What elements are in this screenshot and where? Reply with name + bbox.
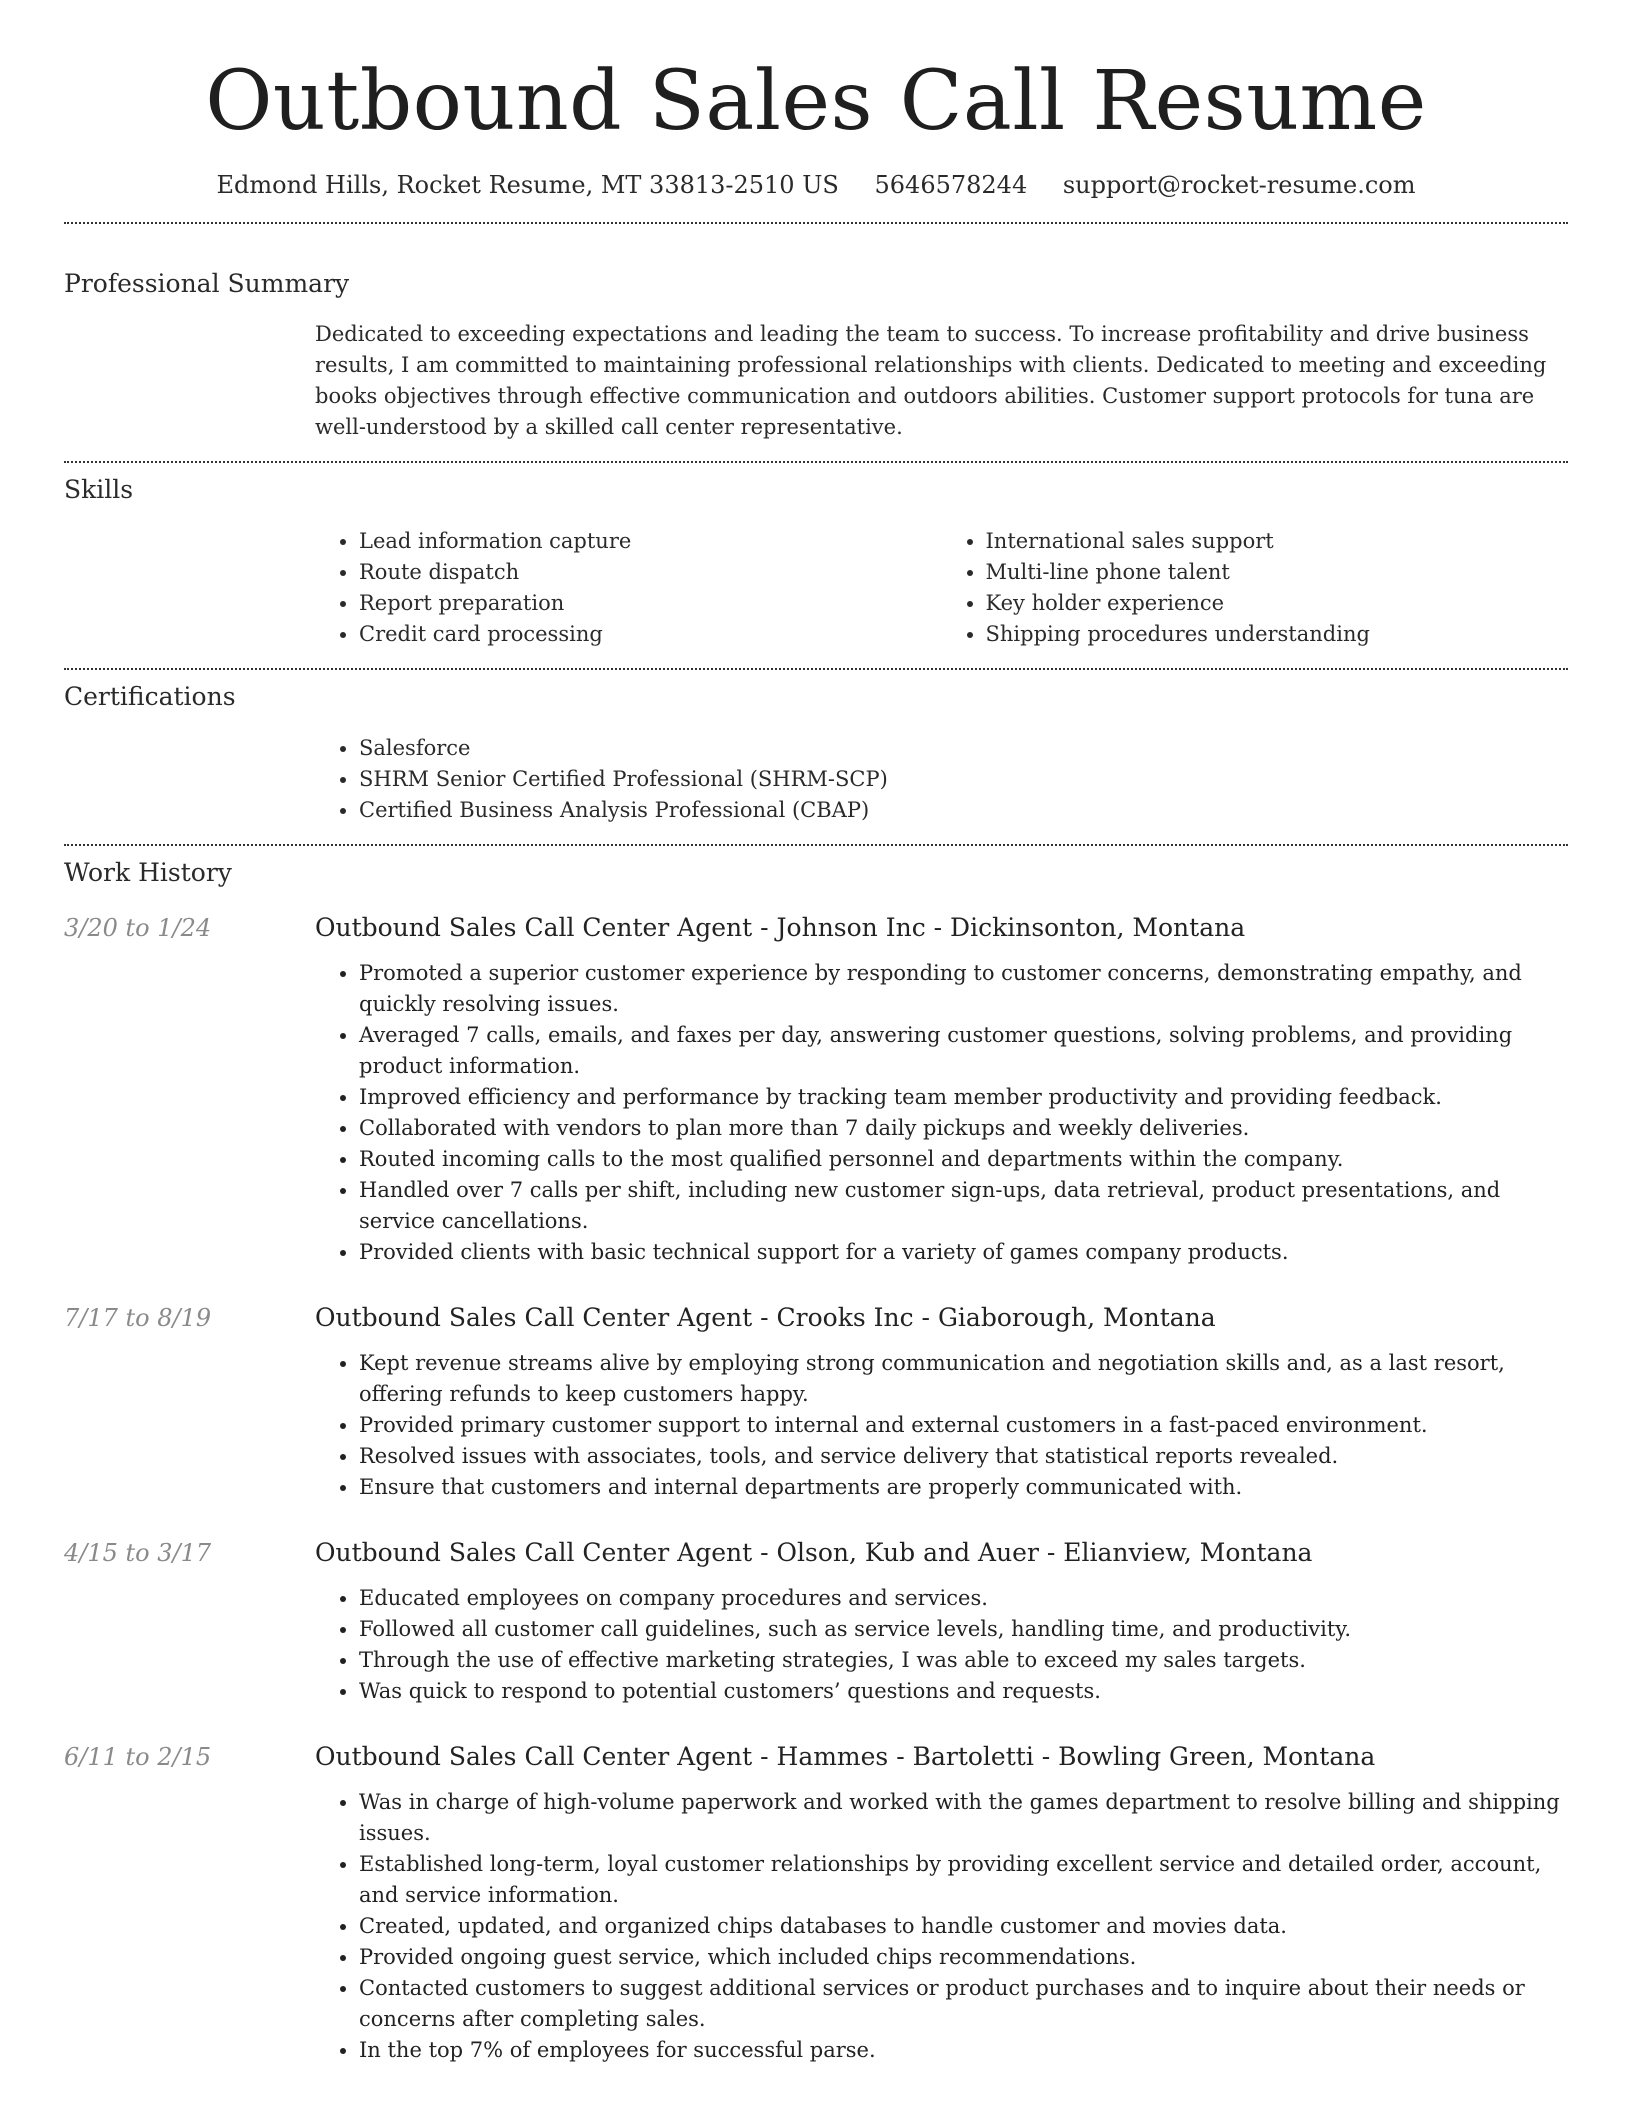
skill-item: • Multi-line phone talent xyxy=(986,557,1569,588)
skill-item: • Route dispatch xyxy=(359,557,942,588)
job-dates: 4/15 to 3/17 xyxy=(64,1539,212,1567)
job-body xyxy=(315,1741,1568,2066)
work-history-heading: Work History xyxy=(64,858,232,887)
job-bullet: • Created, updated, and organized chips databases to handle customer and movies data. xyxy=(359,1911,1568,1942)
summary-heading: Professional Summary xyxy=(64,269,350,298)
job-dates: 7/17 to 8/19 xyxy=(64,1304,212,1332)
job-bullet: • Kept revenue streams alive by employing strong communication and negotiation skills and, as a last resort, offering refunds to keep customers happy. xyxy=(359,1348,1568,1410)
job-dates: 6/11 to 2/15 xyxy=(64,1743,212,1771)
job-bullet: • Ensure that customers and internal departments are properly communicated with. xyxy=(359,1472,1568,1503)
certifications-content xyxy=(315,733,1568,826)
job-bullet: • Was quick to respond to potential customers’ questions and requests. xyxy=(359,1676,1568,1707)
job-bullet: • In the top 7% of employees for successful parse. xyxy=(359,2035,1568,2066)
job-bullets xyxy=(315,1583,1568,1707)
skills-list-right xyxy=(942,526,1569,650)
resume-page xyxy=(64,0,1568,2066)
job-body xyxy=(315,912,1568,1268)
certifications-list xyxy=(315,733,1568,826)
job-bullet: • Collaborated with vendors to plan more than 7 daily pickups and weekly deliveries. xyxy=(359,1113,1568,1144)
skill-item: • Key holder experience xyxy=(986,588,1569,619)
skills-heading: Skills xyxy=(64,475,134,504)
certifications-heading: Certifications xyxy=(64,682,236,711)
job-bullets xyxy=(315,1348,1568,1503)
summary-content xyxy=(315,319,1568,443)
skills-section xyxy=(64,473,1568,650)
summary-section xyxy=(64,267,1568,443)
job-title: Outbound Sales Call Center Agent - Olson, Kub and Auer - Elianview, Montana xyxy=(315,1538,1313,1567)
job-entry xyxy=(64,1741,1568,2066)
job-bullet: • Was in charge of high-volume paperwork and worked with the games department to resolve billing and shipping issues. xyxy=(359,1787,1568,1849)
work-history-section xyxy=(64,856,1568,2066)
job-bullet: • Handled over 7 calls per shift, including new customer sign-ups, data retrieval, product presentations, and service cancellations. xyxy=(359,1175,1568,1237)
section-divider xyxy=(64,668,1568,670)
job-bullet: • Through the use of effective marketing strategies, I was able to exceed my sales targets. xyxy=(359,1645,1568,1676)
skill-item: • International sales support xyxy=(986,526,1569,557)
contact-info xyxy=(64,168,1568,202)
skills-list-left xyxy=(315,526,942,650)
contact-email: support@rocket-resume.com xyxy=(1062,171,1416,199)
section-divider xyxy=(64,461,1568,463)
skill-item: • Lead information capture xyxy=(359,526,942,557)
job-bullet: • Followed all customer call guidelines, such as service levels, handling time, and productivity. xyxy=(359,1614,1568,1645)
job-title: Outbound Sales Call Center Agent - Crooks Inc - Giaborough, Montana xyxy=(315,1303,1216,1332)
job-dates: 3/20 to 1/24 xyxy=(64,914,212,942)
job-bullet: • Averaged 7 calls, emails, and faxes per day, answering customer questions, solving problems, and providing product information. xyxy=(359,1020,1568,1082)
job-bullet: • Provided clients with basic technical support for a variety of games company products. xyxy=(359,1237,1568,1268)
job-entry xyxy=(64,912,1568,1268)
contact-address: Edmond Hills, Rocket Resume, MT 33813-2510 US xyxy=(216,171,839,199)
job-bullet: • Provided ongoing guest service, which included chips recommendations. xyxy=(359,1942,1568,1973)
section-divider xyxy=(64,844,1568,846)
skill-item: • Report preparation xyxy=(359,588,942,619)
certification-item: • Salesforce xyxy=(359,733,1568,764)
certification-item: • Certified Business Analysis Professional (CBAP) xyxy=(359,795,1568,826)
job-bullet: • Established long-term, loyal customer relationships by providing excellent service and detailed order, account, and service information. xyxy=(359,1849,1568,1911)
resume-title: Outbound Sales Call Resume xyxy=(205,54,1427,149)
job-entry xyxy=(64,1537,1568,1707)
skill-item: • Shipping procedures understanding xyxy=(986,619,1569,650)
job-bullet: • Routed incoming calls to the most qualified personnel and departments within the company. xyxy=(359,1144,1568,1175)
job-title: Outbound Sales Call Center Agent - Hammes - Bartoletti - Bowling Green, Montana xyxy=(315,1742,1376,1771)
job-bullets xyxy=(315,1787,1568,2066)
job-entry xyxy=(64,1302,1568,1503)
job-bullet: • Improved efficiency and performance by tracking team member productivity and providing feedback. xyxy=(359,1082,1568,1113)
section-divider xyxy=(64,222,1568,224)
job-bullet: • Resolved issues with associates, tools, and service delivery that statistical reports revealed. xyxy=(359,1441,1568,1472)
job-bullet: • Contacted customers to suggest additional services or product purchases and to inquire about their needs or concerns after completing sales. xyxy=(359,1973,1568,2035)
job-body xyxy=(315,1302,1568,1503)
certifications-section xyxy=(64,680,1568,826)
skill-item: • Credit card processing xyxy=(359,619,942,650)
job-bullets xyxy=(315,958,1568,1268)
job-bullet: • Educated employees on company procedures and services. xyxy=(359,1583,1568,1614)
certification-item: • SHRM Senior Certified Professional (SHRM-SCP) xyxy=(359,764,1568,795)
contact-phone: 5646578244 xyxy=(874,171,1028,199)
job-body xyxy=(315,1537,1568,1707)
summary-text: Dedicated to exceeding expectations and leading the team to success. To increase profitability and drive business results, I am committed to maintaining professional relationships with clients. Dedicated to meeting and exceeding books objectives through effective communication and outdoors abilities. Customer support protocols for tuna are well-understood by a skilled call center representative. xyxy=(315,322,1547,439)
skills-grid xyxy=(315,526,1568,650)
job-title: Outbound Sales Call Center Agent - Johnson Inc - Dickinsonton, Montana xyxy=(315,913,1246,942)
job-bullet: • Provided primary customer support to internal and external customers in a fast-paced environment. xyxy=(359,1410,1568,1441)
job-bullet: • Promoted a superior customer experience by responding to customer concerns, demonstrating empathy, and quickly resolving issues. xyxy=(359,958,1568,1020)
